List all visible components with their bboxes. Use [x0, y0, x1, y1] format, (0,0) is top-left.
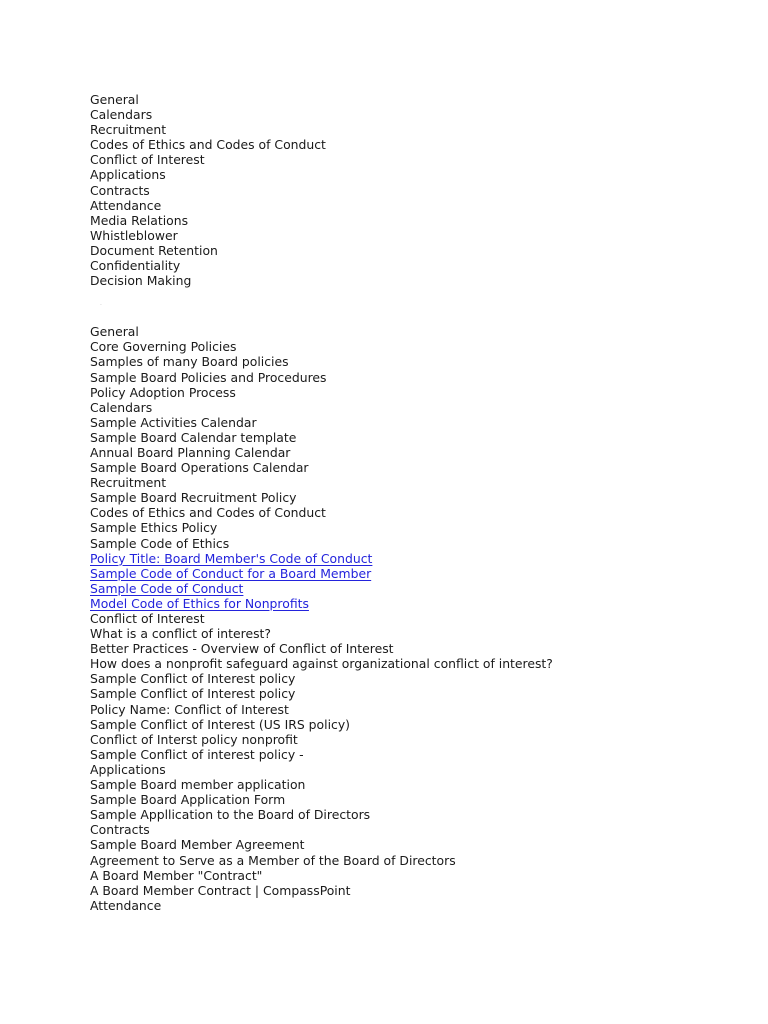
list-item: Calendars	[90, 399, 153, 415]
list-item: General	[90, 324, 139, 340]
list-item	[90, 566, 730, 581]
list-item: Policy Adoption Process	[90, 384, 236, 400]
list-item: Sample Board Recruitment Policy	[90, 490, 297, 506]
list-item: Contracts	[90, 822, 150, 838]
list-item: Recruitment	[90, 475, 167, 491]
toc-item-attendance: Attendance	[90, 197, 162, 213]
list-item: Sample Activities Calendar	[90, 414, 257, 430]
resource-link[interactable]: Policy Title: Board Member's Code of Conduct	[90, 550, 373, 566]
list-item	[90, 581, 730, 596]
list-item: Applications	[90, 761, 166, 777]
list-item: A Board Member Contract | CompassPoint	[90, 882, 351, 898]
toc-item-recruitment: Recruitment	[90, 122, 167, 138]
list-item: Sample Board Application Form	[90, 792, 286, 808]
list-item: Sample Board member application	[90, 777, 306, 793]
list-item: Agreement to Serve as a Member of the Board of Directors	[90, 852, 456, 868]
list-item: Sample Board Operations Calendar	[90, 460, 309, 476]
list-item: Codes of Ethics and Codes of Conduct	[90, 505, 326, 521]
toc-item-confidentiality: Confidentiality	[90, 258, 181, 274]
resource-link[interactable]: Model Code of Ethics for Nonprofits	[90, 595, 309, 611]
list-item: Sample Conflict of interest policy -	[90, 746, 304, 762]
table-of-contents	[90, 92, 730, 288]
resource-link[interactable]: Sample Code of Conduct	[90, 580, 244, 596]
toc-item-contracts: Contracts	[90, 182, 150, 198]
toc-item-applications: Applications	[90, 167, 166, 183]
list-item	[90, 596, 730, 611]
list-item: Sample Board Calendar template	[90, 429, 297, 445]
list-item: What is a conflict of interest?	[90, 626, 271, 642]
list-item: Sample Code of Ethics	[90, 535, 230, 551]
list-item: Attendance	[90, 897, 162, 913]
toc-item-document-retention: Document Retention	[90, 242, 218, 258]
list-item: Sample Conflict of Interest policy	[90, 686, 296, 702]
list-item: Sample Ethics Policy	[90, 520, 218, 536]
list-item: How does a nonprofit safeguard against organizational conflict of interest?	[90, 656, 553, 672]
section-gap	[90, 288, 730, 324]
toc-item-conflict-of-interest: Conflict of Interest	[90, 152, 205, 168]
list-item: A Board Member "Contract"	[90, 867, 263, 883]
list-item	[90, 551, 730, 566]
toc-item-decision-making: Decision Making	[90, 273, 192, 289]
separator-dot: .	[100, 300, 102, 308]
list-item: Sample Board Policies and Procedures	[90, 369, 327, 385]
toc-item-media-relations: Media Relations	[90, 212, 189, 228]
list-item: Conflict of Interest	[90, 611, 205, 626]
toc-item-codes-of-ethics-and-codes-of-conduct: Codes of Ethics and Codes of Conduct	[90, 137, 326, 153]
list-item: Sample Board Member Agreement	[90, 837, 305, 853]
policy-resource-list	[90, 324, 730, 913]
list-item: Annual Board Planning Calendar	[90, 444, 291, 460]
list-item: Core Governing Policies	[90, 339, 237, 355]
list-item: Sample Conflict of Interest policy	[90, 671, 296, 687]
list-item: Policy Name: Conflict of Interest	[90, 701, 289, 717]
resource-link[interactable]: Sample Code of Conduct for a Board Member	[90, 565, 372, 581]
list-item: Conflict of Interst policy nonprofit	[90, 731, 298, 747]
toc-item-general: General	[90, 92, 139, 107]
list-item: Samples of many Board policies	[90, 354, 289, 370]
toc-item-whistleblower: Whistleblower	[90, 227, 178, 243]
list-item: Sample Appllication to the Board of Directors	[90, 807, 371, 823]
toc-item-calendars: Calendars	[90, 107, 153, 123]
list-item: Better Practices - Overview of Conflict of Interest	[90, 641, 394, 657]
list-item: Sample Conflict of Interest (US IRS policy)	[90, 716, 350, 732]
document-page	[90, 92, 730, 913]
